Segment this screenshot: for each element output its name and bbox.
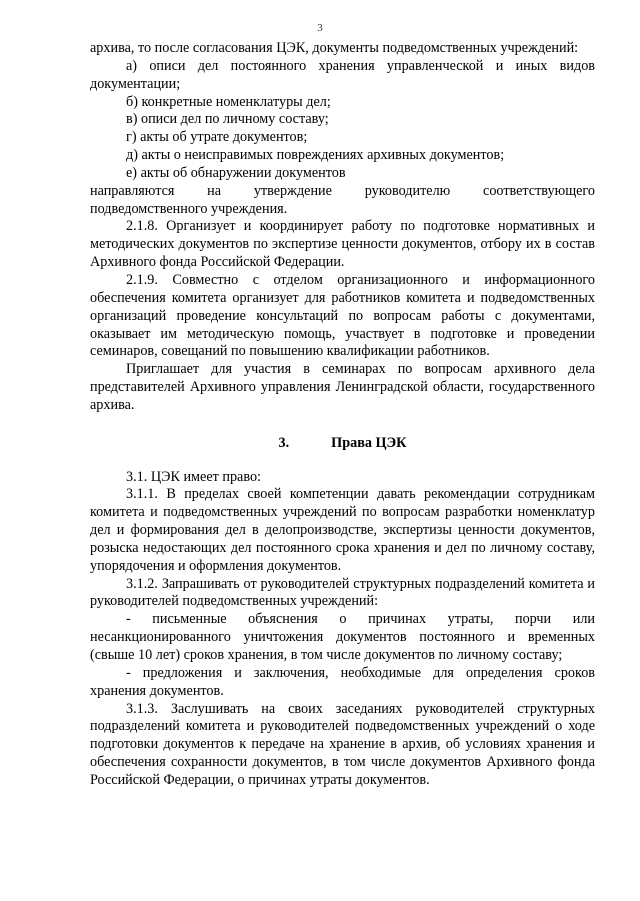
document-body bbox=[90, 40, 595, 790]
section-heading bbox=[90, 435, 595, 453]
paragraph-continuation: архива, то после согласования ЦЭК, документы подведомственных учреждений: bbox=[90, 40, 579, 56]
page-number: 3 bbox=[317, 22, 323, 34]
paragraph-3-1-3: 3.1.3. Заслушивать на своих заседаниях руководителей структурных подразделений комитета и руководителей подведомственных учреждений о ходе подготовки документов к передаче на хранение в архив, об условиях хранения и обеспечения сохранности документов, в том числе документов Архивного фонда Российской Федерации, о причинах утраты документов. bbox=[90, 700, 595, 788]
section-number: 3. bbox=[278, 434, 290, 451]
list-item-d: д) акты о неисправимых повреждениях архивных документов; bbox=[126, 147, 505, 164]
list-item-e: е) акты об обнаружении документов bbox=[126, 164, 346, 181]
section-title: Права ЦЭК bbox=[331, 434, 407, 451]
dash-item-explanations: - письменные объяснения о причинах утраты, порчи или несанкционированного уничтожения документов постоянного и временных (свыше 10 лет) сроков хранения, в том числе документов по личному составу; bbox=[90, 611, 595, 663]
list-item-b: б) конкретные номенклатуры дел; bbox=[126, 93, 331, 110]
paragraph-3-1-2: 3.1.2. Запрашивать от руководителей структурных подразделений комитета и руководителей подведомственных учреждений: bbox=[90, 575, 595, 610]
paragraph-2-1-8: 2.1.8. Организует и координирует работу по подготовке нормативных и методических документов по экспертизе ценности документов, отбору их в состав Архивного фонда Российской Федерации. bbox=[90, 218, 595, 271]
paragraph-3-1-1: 3.1.1. В пределах своей компетенции давать рекомендации сотрудникам комитета и подведомственных учреждений по вопросам разработки номенклатур дел и формирования дел в делопроизводстве, экспертизы ценности документов, розыска недостающих дел постоянного срока хранения и дел по личному составу, упорядочения и оформления документов. bbox=[90, 486, 595, 574]
paragraph-3-1: 3.1. ЦЭК имеет право: bbox=[126, 468, 261, 485]
list-item-a: а) описи дел постоянного хранения управленческой и иных видов документации; bbox=[90, 57, 595, 92]
paragraph-seminars: Приглашает для участия в семинарах по вопросам архивного дела представителей Архивного управления Ленинградской области, государственного архива. bbox=[90, 361, 595, 413]
paragraph-2-1-9: 2.1.9. Совместно с отделом организационного и информационного обеспечения комитета организует для работников комитета и подведомственных организаций проведение консультаций по вопросам работы с документами, оказывает им методическую помощь, участвует в подготовке и проведении семинаров, совещаний по повышению квалификации работников. bbox=[90, 271, 595, 360]
dash-item-proposals: - предложения и заключения, необходимые для определения сроков хранения документов. bbox=[90, 664, 595, 699]
list-item-g: г) акты об утрате документов; bbox=[126, 129, 308, 146]
list-item-v: в) описи дел по личному составу; bbox=[126, 111, 329, 128]
paragraph-approval: направляются на утверждение руководителю соответствующего подведомственного учреждения. bbox=[90, 182, 595, 217]
